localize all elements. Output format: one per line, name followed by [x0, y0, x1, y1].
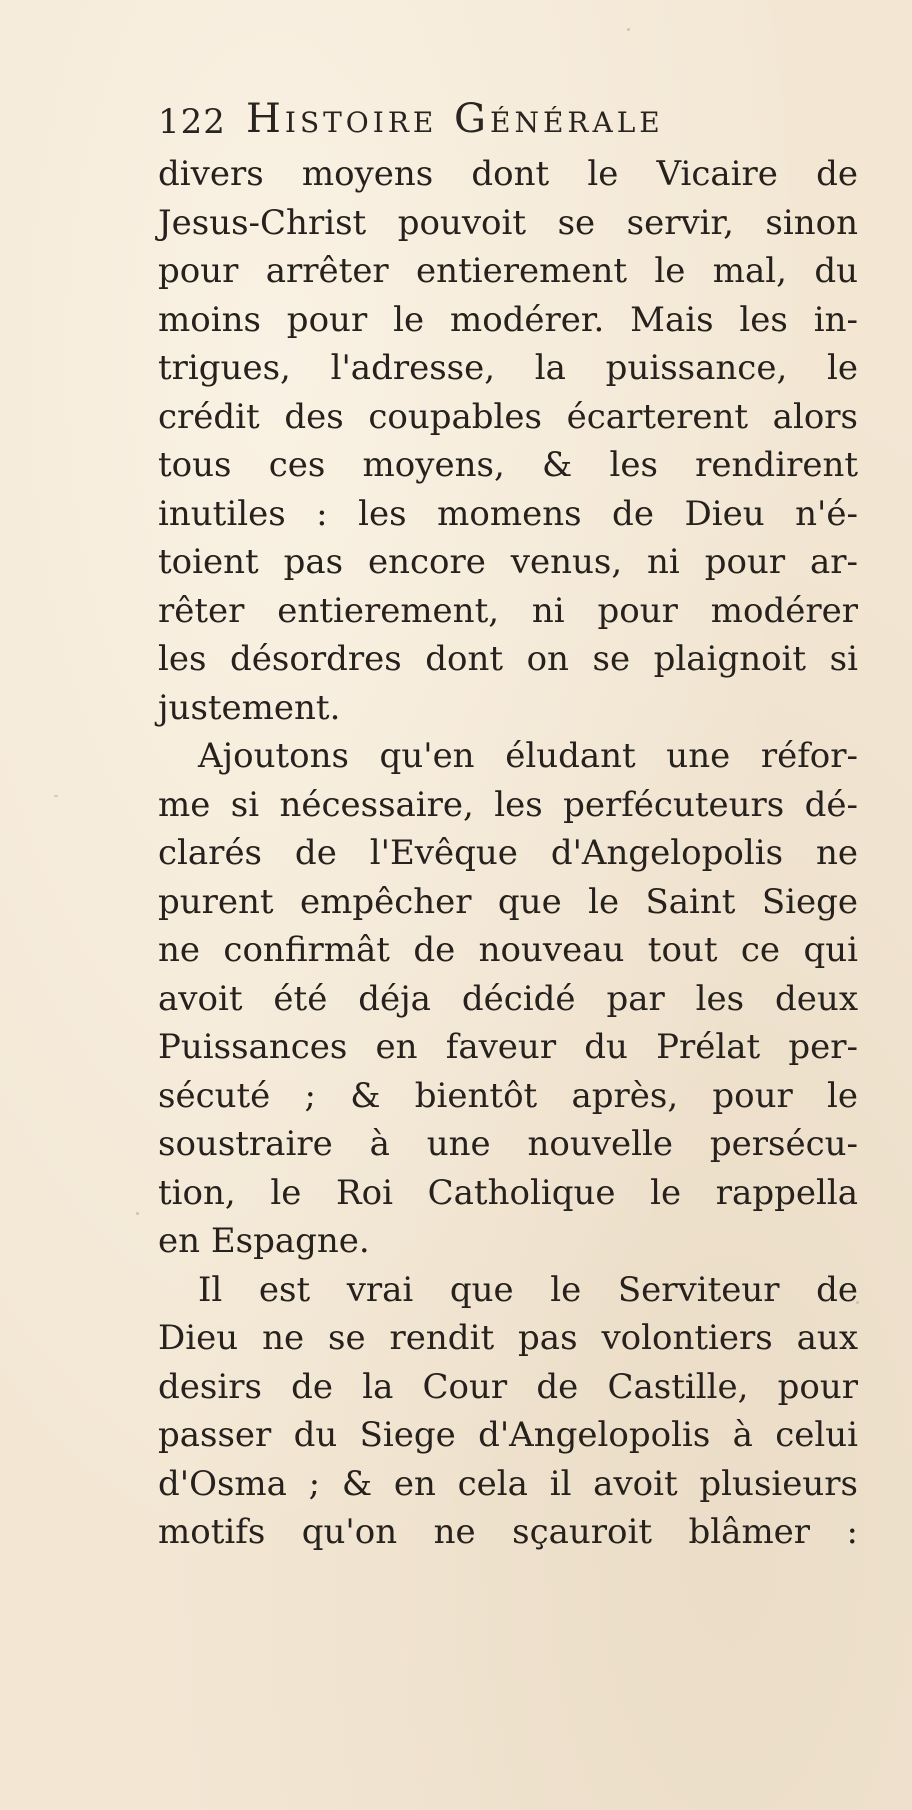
text-line: divers moyens dont le Vicaire de — [158, 154, 858, 194]
text-line: purent empêcher que le Saint Siege — [158, 881, 858, 922]
text-line: Dieu ne se rendit pas volontiers aux — [158, 1318, 858, 1358]
text-line: tion, le Roi Catholique le rappella — [158, 1172, 858, 1213]
text-line: les désordres dont on se plaignoit si — [158, 639, 858, 679]
text-line: crédit des coupables écarterent alors — [158, 396, 858, 437]
text-line: rêter entierement, ni pour modérer — [158, 590, 858, 631]
text-line: tous ces moyens, & les rendirent — [158, 445, 858, 485]
text-line: Jesus-Christ pouvoit se servir, sinon — [158, 202, 858, 243]
text-line: inutiles : les momens de Dieu n'é- — [158, 493, 858, 534]
text-line: en Espagne. — [158, 1221, 370, 1261]
text-line: Ajoutons qu'en éludant une réfor- — [198, 736, 858, 776]
text-line: clarés de l'Evêque d'Angelopolis ne — [158, 833, 858, 873]
text-line: toient pas encore venus, ni pour ar- — [158, 542, 858, 582]
text-line: me si nécessaire, les perfécuteurs dé- — [158, 784, 858, 825]
text-line: ne confirmât de nouveau tout ce qui — [158, 930, 858, 970]
paper-speck — [136, 1212, 139, 1215]
paper-speck — [627, 28, 630, 31]
page-number: 122 — [158, 102, 226, 142]
text-line: motifs qu'on ne sçauroit blâmer : — [158, 1512, 858, 1552]
text-line: Puissances en faveur du Prélat per- — [158, 1027, 858, 1067]
text-line: d'Osma ; & en cela il avoit plusieurs — [158, 1463, 858, 1504]
text-line: Il est vrai que le Serviteur de — [198, 1269, 858, 1310]
text-line: moins pour le modérer. Mais les in- — [158, 299, 858, 340]
paper-speck — [54, 795, 58, 797]
text-line: trigues, l'adresse, la puissance, le — [158, 348, 858, 388]
text-line: sécuté ; & bientôt après, pour le — [158, 1075, 858, 1116]
running-head — [158, 96, 808, 152]
running-title: Histoire Générale — [246, 96, 664, 142]
text-line: passer du Siege d'Angelopolis à celui — [158, 1415, 858, 1455]
text-line: avoit été déja décidé par les deux — [158, 978, 858, 1019]
text-line: justement. — [158, 687, 341, 728]
text-line: desirs de la Cour de Castille, pour — [158, 1366, 858, 1407]
body-text — [158, 150, 858, 1557]
text-line: soustraire à une nouvelle persécu- — [158, 1124, 858, 1164]
text-line: pour arrêter entierement le mal, du — [158, 251, 858, 291]
